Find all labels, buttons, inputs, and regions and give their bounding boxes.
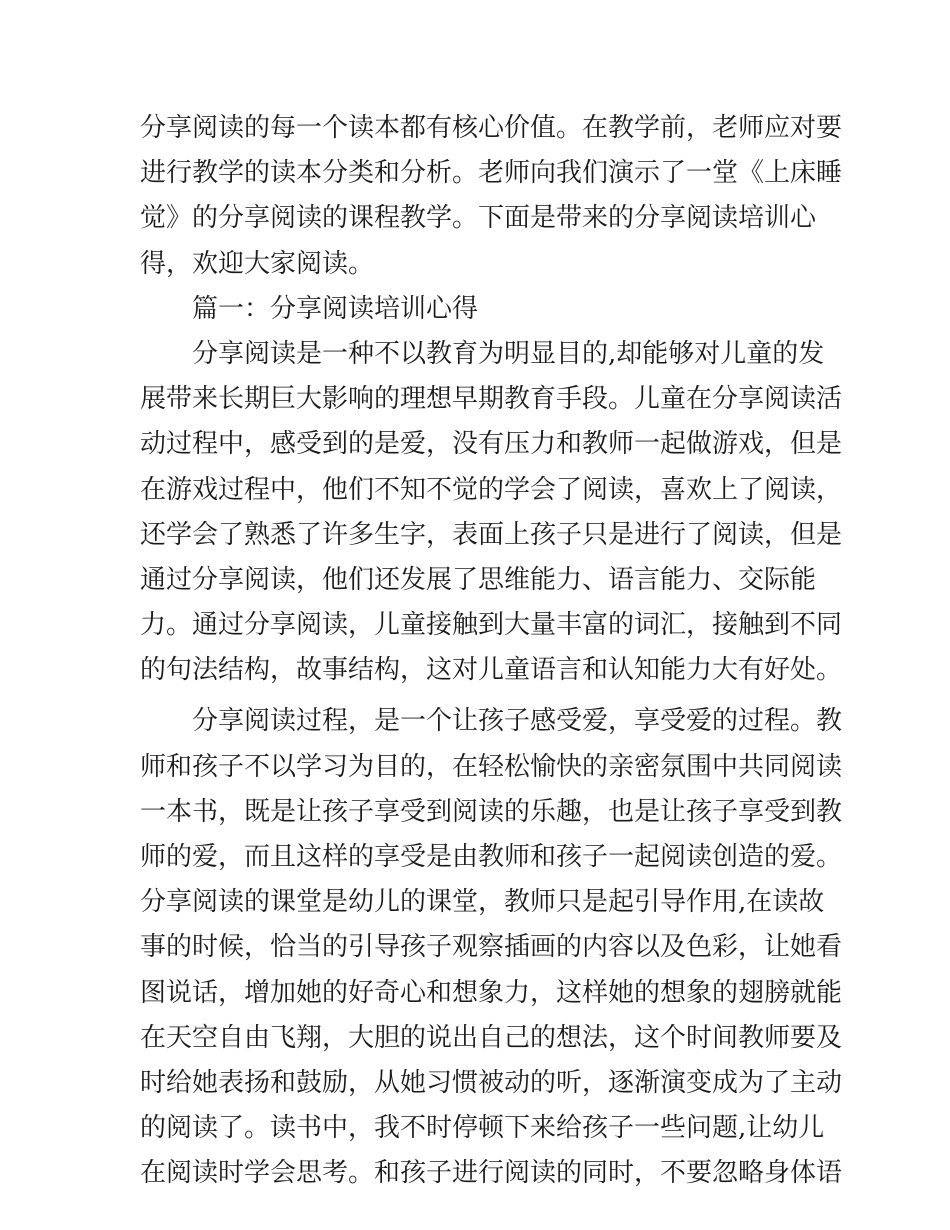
text-line: 的阅读了。读书中，我不时停顿下来给孩子一些问题,让幼儿 bbox=[140, 1113, 825, 1144]
paragraph-first-line: 分享阅读过程，是一个让孩子感受爱，享受爱的过程。教 bbox=[192, 706, 843, 737]
text-line: 分享阅读的课堂是幼儿的课堂，教师只是起引导作用,在读故 bbox=[140, 887, 825, 918]
text-line: 动过程中，感受到的是爱，没有压力和教师一起做游戏，但是 bbox=[140, 429, 843, 460]
text-line: 还学会了熟悉了许多生字，表面上孩子只是进行了阅读，但是 bbox=[140, 519, 843, 550]
text-line: 在天空自由飞翔，大胆的说出自己的想法，这个时间教师要及 bbox=[140, 1022, 843, 1053]
section-heading: 篇一：分享阅读培训心得 bbox=[192, 293, 479, 324]
text-line: 通过分享阅读，他们还发展了思维能力、语言能力、交际能 bbox=[140, 564, 817, 595]
text-line: 在游戏过程中，他们不知不觉的学会了阅读，喜欢上了阅读， bbox=[140, 474, 843, 505]
text-line: 事的时候，恰当的引导孩子观察插画的内容以及色彩，让她看 bbox=[140, 932, 843, 963]
text-line: 在阅读时学会思考。和孩子进行阅读的同时，不要忽略身体语 bbox=[140, 1158, 843, 1189]
paragraph-first-line: 分享阅读是一种不以教育为明显目的,却能够对儿童的发 bbox=[192, 338, 825, 369]
text-line: 展带来长期巨大影响的理想早期教育手段。儿童在分享阅读活 bbox=[140, 384, 843, 415]
text-line: 得，欢迎大家阅读。 bbox=[140, 248, 375, 279]
document-body bbox=[140, 106, 843, 1197]
text-line: 分享阅读的每一个读本都有核心价值。在教学前，老师应对要 bbox=[140, 113, 843, 143]
text-line: 一本书，既是让孩子享受到阅读的乐趣，也是让孩子享受到教 bbox=[140, 796, 843, 827]
text-line: 觉》的分享阅读的课程教学。下面是带来的分享阅读培训心 bbox=[140, 203, 817, 234]
text-line: 师的爱，而且这样的享受是由教师和孩子一起阅读创造的爱。 bbox=[140, 842, 843, 872]
text-line: 时给她表扬和鼓励，从她习惯被动的听，逐渐演变成为了主动 bbox=[140, 1067, 843, 1098]
text-line: 力。通过分享阅读，儿童接触到大量丰富的词汇，接触到不同 bbox=[140, 610, 843, 641]
text-line: 图说话，增加她的好奇心和想象力，这样她的想象的翅膀就能 bbox=[140, 977, 843, 1008]
text-line: 的句法结构，故事结构，这对儿童语言和认知能力大有好处。 bbox=[140, 655, 843, 686]
text-line: 进行教学的读本分类和分析。老师向我们演示了一堂《上床睡 bbox=[140, 158, 843, 189]
text-line: 师和孩子不以学习为目的，在轻松愉快的亲密氛围中共同阅读 bbox=[140, 751, 843, 782]
